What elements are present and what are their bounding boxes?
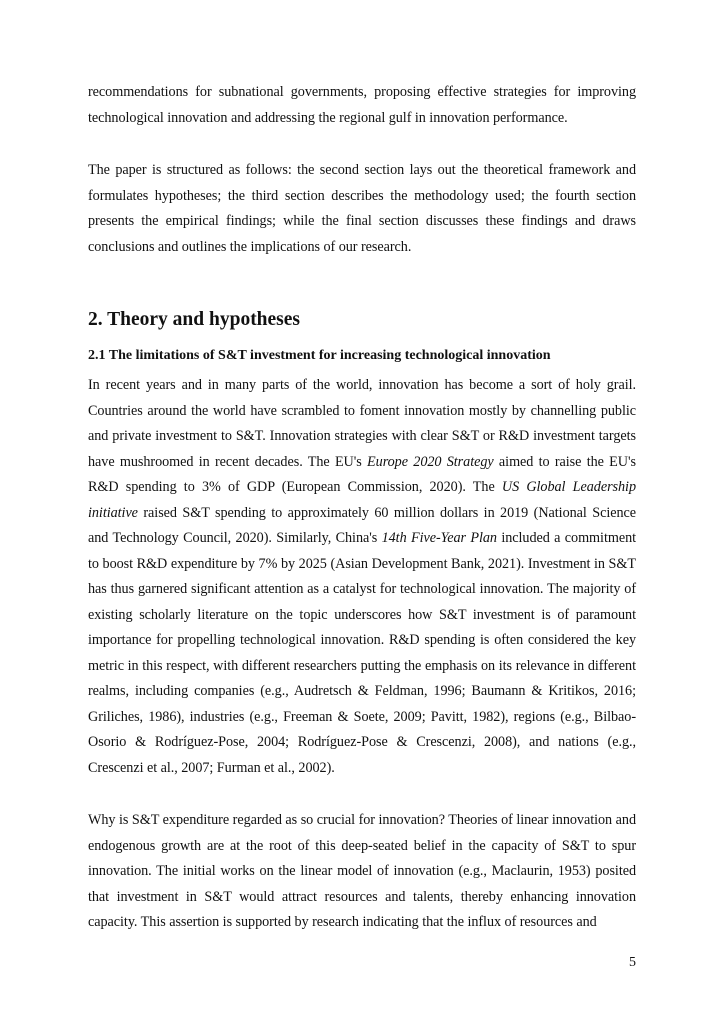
europe-2020-title: Europe 2020 Strategy — [367, 453, 494, 470]
text-run: included a commitment to boost R&D expenditure by 7% by 2025 (Asian Development Bank, 2021). Investment in S&T has thus garnered significant attention as a catalyst for technological innovation. The majority of existing scholarly literature on the topic underscores how S&T investment is of paramount importance for propelling technological innovation. R&D spending is often considered the key metric in this respect, with different researchers putting the emphasis on its relevance in different realms, including companies (e.g., Audretsch & Feldman, 1996; Baumann & Kritikos, 2016; Griliches, 1986), industries (e.g., Freeman & Soete, 2009; Pavitt, 1982), regions (e.g., Bilbao-Osorio & Rodríguez-Pose, 2004; Rodríguez-Pose & Crescenzi, 2008), and nations (e.g., Crescenzi et al., 2007; Furman et al., 2002). — [88, 530, 636, 776]
text-run: aimed to raise the EU's R&D spending to 3% of GDP (European Commission, 2020). The — [88, 453, 636, 495]
page-number: 5 — [629, 955, 636, 970]
section-body — [88, 373, 636, 936]
us-global-leadership-title: US Global Leadership initiative — [88, 479, 636, 521]
subsection-heading: 2.1 The limitations of S&T investment for increasing technological innovation — [88, 348, 551, 363]
why-st-paragraph: Why is S&T expenditure regarded as so crucial for innovation? Theories of linear innovation and endogenous growth are at the root of this deep-seated belief in the capacity of S&T to spur innovation. The initial works on the linear model of innovation (e.g., Maclaurin, 1953) posited that investment in S&T would attract resources and talents, thereby enhancing innovation capacity. This assertion is supported by research indicating that the influx of resources and — [88, 812, 636, 930]
text-run: raised S&T spending to approximately 60 million dollars in 2019 (National Science and Technology Council, 2020). Similarly, China's — [88, 504, 636, 546]
section-heading: 2. Theory and hypotheses — [88, 309, 301, 330]
intro-paragraph-continued: recommendations for subnational governments, proposing effective strategies for improving technological innovation and addressing the regional gulf in innovation performance. — [88, 84, 636, 126]
intro-block — [88, 80, 636, 260]
st-investment-paragraph — [88, 373, 636, 781]
paper-structure-paragraph: The paper is structured as follows: the second section lays out the theoretical framework and formulates hypotheses; the third section describes the methodology used; the fourth section presents the empirical findings; while the final section discusses these findings and draws conclusions and outlines the implications of our research. — [88, 162, 636, 255]
text-run: In recent years and in many parts of the world, innovation has become a sort of holy grail. Countries around the world have scrambled to foment innovation mostly by channelling public and private investment to S&T. Innovation strategies with clear S&T or R&D investment targets have mushroomed in recent decades. The EU's — [88, 377, 636, 470]
five-year-plan-title: 14th Five-Year Plan — [381, 530, 497, 546]
